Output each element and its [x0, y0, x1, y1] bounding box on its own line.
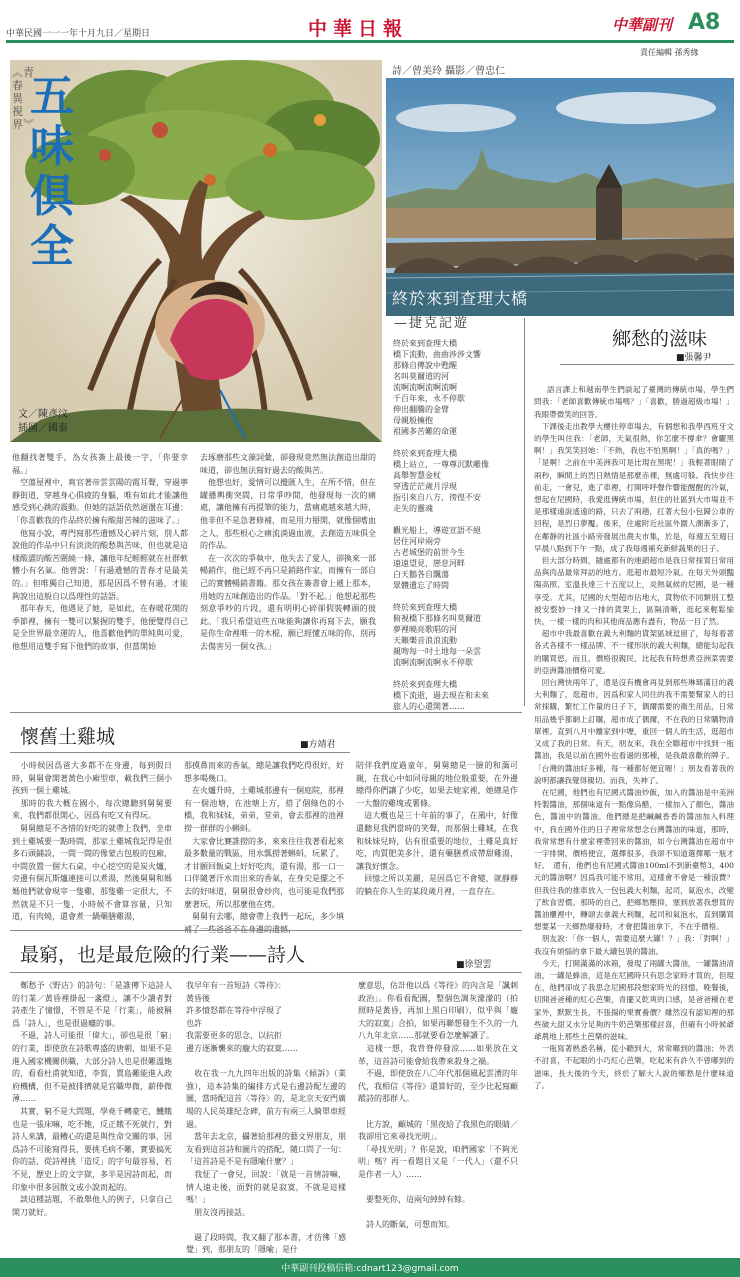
- poem-line: 流啊流啊流啊流啊: [393, 383, 457, 392]
- divider-vertical: [524, 318, 525, 706]
- nostalgia-title: 鄉愁的滋味: [612, 328, 708, 350]
- feature-byline: [18, 408, 68, 436]
- poet-author: ■徐望雲: [456, 960, 492, 970]
- poet-col-3: 麼意思，估計他以爲《等待》的內含是「諷刺政治」。你看看配圖，整個色調灰濛濛的（拍照時是黃昏，再加上黑白印刷），似乎與「龐大的寂寞」合拍，如果再聯想發生不久的一九八九年北京……那就要看怎麼解讀了。 這樣一想，我背脊停發涼……如果放在文革，這首詩可能會給我帶來殺身之禍。 不過，即使放在八〇年代那個風起雲湧的年代，我相信《等待》還算好的，至少比起寫顧蹤詩的那群人。 比方說，顧城的「黑夜給了我黑色的眼睛／我卻用它來尋找光明」。 「尋找光明」？你是說，咱們國家「不夠光明」嗎？再一看題目又是「一代人」（還不只是作者一人）…… 要整死你，這兩句綽綽有餘。 詩人的斷氣，可想而知。: [358, 981, 518, 1230]
- nostalgia-text: 語言課上和越南學生們談起了臺灣的傳統市場，學生們問我：「老師喜歡傳統市場嗎？」「喜歡，勝過超級市場！」我眼帶微笑的回答。 下課後走出教學大樓往停車場去，有個想和我學西班牙文的學生叫住我：「老師，天氣很熱，你怎麼不撐傘？會曬黑啊！」我笑笑回她：「不熱，我也不怕黑啊！」「真的嗎？」「是啊！之前在中美洲我可是比現在黑呢！」我輕著眼睛了兩秒，瞬間上的烈日熱情是那麼赤裸，無處可躲。我快步往前走，一會兒，進了車裡，打開呼呼聲作響能醒醒的冷氣，想起在尼國時，我愛逛傳統市場，但住的社區到大市場並不是那樣遠說遙遠的路，只去了兩趟，扛著大包小包歸公車的回程，是烈日夢魘。後來，住處附近社區外圍人潮漸多了，在鄰靜的社區小路旁發展出農夫市集，於是，每週五至週日早晨八點到下午一點，成了我每週補充新鮮蔬果的日子。 但大部分時間，隨處都有的連鎖超市是我日常採買日常用品與肉品最常拜訪的地方。逛超市最短冷氣。在每天外頭豔陽高照、室溫長達三十五度以上，炎熱氣候的尼國，是一種享受。尤其，尼國的大型超市佔地大，貨物依不同類別工整被安整妙一排又一排的貨架上，區隔清晰，逛起來輕鬆愉快，一樣一樣的肉和其他商品應有盡有，物品一目了然。 超市中我最喜歡在義大利麵的貨架區域逗留了，每每看著各式各樣不一樣品牌、不一樣形狀的義大利麵，總能勾起我的購買慾，而且，價格很親民，比起我有時想煮亞洲菜需要的亞洲醬油價格可愛。 回台灣快兩年了，還是沒有機會再見到那些琳瑯滿目的義大利麵了，逛超市，因爲和家人同住的我不需要幫家人的日常採購，繁忙工作量的日子下，偶爾需要的衛生用品，日常用品幾乎都網上訂購，超市成了偶爾，不在我的日常購物清單裡。直到八月中離家到中壢，重回一個人的生活，逛超市又成了我的日常。有天，朋友來，我在全聯超市中找到一瓶醬油，我是以前在國外也看過的那種，是我最喜歡的牌子。「台灣的醬油好多種，每一種都好便宜喔！」朋友看著我的說明都讓我覺得親切。而我，失神了。 在尼國，他們也有尼國式醬油炒飯，加入的醬油是中美洲特製醬油，那個味道有一點像烏醋，一樣加入了顏色，醬油色，醬油中的醬油。他們總是把鹹鹹香香的醬油加入料理中，我在國外住的日子裡常常想念台灣醬油的味道，那時，我常常想有什麼家裡帶回來的醬油，如今台灣醬油在超市中一字排開，價格便宜，選擇很多，我卻不知道選擇哪一瓶才好。: [534, 385, 735, 871]
- paper-name: 中華日報: [308, 18, 409, 40]
- chicken-rule: [10, 752, 350, 753]
- poem-line: 那條自傳說中甦醒: [393, 361, 457, 370]
- poem-line: 伸出翻騰的金臂: [393, 405, 449, 414]
- poem-line: 橋下流動，曲曲涉涉文響: [393, 350, 481, 359]
- chicken-col-3: 陪伴我們度過童年，舅舅總是一臉的和藹可親，在我心中如同母親的地位般重要，在外邊總得你們讓了少吃，如果去她家裡，她總是作一大盤的雞塊或薯條。 這大概也是三十年前的事了，在風中，好像還聽見我們當時的笑聲，而那個土雞城，在我和妹妹兒時，佔有很重要的地位，土雞是真好吃，肉質肥美多汁，還有藥膳煮成帶甜雞湯，讓我好懷念。 回憶之所以美麗，是因爲它不會變，就靜靜的躺在你人生的某段歲月裡，一直存在。: [356, 761, 518, 896]
- feature-author: 文／陳彥汶: [18, 409, 68, 420]
- poem-line: 流啊流啊流啊永不停歇: [393, 658, 473, 667]
- poem-stanza: [393, 338, 519, 437]
- poem-stanza: [393, 525, 519, 591]
- poem-subtitle: —捷克記遊: [394, 316, 470, 331]
- poem-stanza: [393, 448, 519, 514]
- nostalgia-body: [534, 372, 734, 1248]
- chicken-title: 懷舊土雞城: [20, 726, 116, 748]
- poet-col-2: 我早年有一首短詩《等待》： 黃昏後 許多憤怒都在等待中浮現了 也許 我需要更多的思念，以抗拒 邊方逐漸襲來的龐大的寂寞…… 收在我一九九四年出版的詩集《傾訴》（業強），這本詩集的編排方式是右邊詩配左邊的圖，當時配這首〈等待〉的，是北京天安門廣場的人民英雄紀念碑，前方有兩三人騎單車經過。 當年去北京，攝著給那裡的藝文界朋友，朋友看到這首詩和圖片的搭配，隨口問了一句：「這首詩是不是有隱喻什麼？」 我怔了一會兒，回說：「就是一首情詩嘛，情人遠走後，面對的就是寂寞，不就是這樣嗎！」 朋友沒再接話。 過了段時間，我又翻了那本書，才彷彿「感覺」到，那朋友的「隱喻」是什: [186, 981, 346, 1255]
- poem-line: 高舉智慧金杖: [393, 471, 441, 480]
- publication-date: 中華民國一一一年十月九日／星期日: [6, 29, 151, 39]
- charles-bridge-photo: [386, 78, 734, 316]
- poem-line: 夢裡曉亮歌唱的河: [393, 625, 457, 634]
- editor-credit: 責任編輯 孫秀緣: [640, 48, 699, 57]
- feature-title: 五味俱全: [30, 71, 74, 272]
- poem-line: 名叫莫爾道的河: [393, 372, 449, 381]
- nostalgia-rule: [560, 364, 734, 365]
- poem-line: 祖國多苦難的命運: [393, 427, 457, 436]
- poem-line: 古老城堡的前世今生: [393, 548, 465, 557]
- feature-col-1: 他翻找著雙手，為女孩簽上最後一字，「你要幸福。」 空蕩屋裡中，爽官著帝雲雲陽的霞耳聲，穿過寧靜街道，穿越身心俱疲的身軀，唯有如此才能讓他感受到心跳的震動。但她的話語依然迴盪在耳邊：「你喜歡我的作品終於擁有酸甜苦辣的滋味了。」 他寫小說，專門寫那些遺憾及心碎片刻，別人都說他的作品中只有淡淡的酸愁與苦味，但也就是這樣酸澀的酸苦圍繞一條，讓他年紀輕輕就在社群軟體小有名氣。他曾說：「有過遺憾的青春才是最美的。」但唯獨自己知道，那是因爲不曾有過，才能夠說出這般自以爲理性的話語。 那年春天，他遇見了她，是如此，在春暖花開的季節裡，擁有一雙可以緊握的雙手，他便覺得自己是全世界最幸運的人，他喜歡他們的單純與可愛，他想用這雙手寫下他們的故事，但當開始: [12, 453, 188, 651]
- poem-line: 遠遠望見，戀息河畔: [393, 559, 465, 568]
- poem-line: 天籟樂音浪浪流動: [393, 636, 457, 645]
- divider-horizontal: [10, 930, 522, 931]
- poem-line: 母親般擁抱: [393, 416, 433, 425]
- poem-line: 白天鵝各自飄蕩: [393, 570, 449, 579]
- masthead: [0, 0, 740, 44]
- poem-line: 千百年來，永不停歇: [393, 394, 465, 403]
- poem-line: 終於來到查理大橋: [393, 680, 457, 689]
- poem-line: 觀光船上，導遊宣語不絕: [393, 526, 481, 535]
- footer-submission-email: 中華副刊投稿信箱:cdnart123@gmail.com: [281, 1264, 459, 1274]
- poem-line: 親吻每一吋土地每一朵雲: [393, 647, 481, 656]
- chicken-col-1: 小時候因爲爸大多都不在身邊，每到假日時，舅舅會開著黃色小廂型車，載我們三個小孩到一個土雞城。 那時的我大概在國小，每次總聽到舅舅要來，我們都很開心，因爲有吃又有得玩。 舅舅總是不吝惜的好吃的就帶上我們，坐車到土雞城要一點時間，那家土雞城我記得是很多石頭鋪設，一間一間的像蒙古包般的包廂，中間放置一個大石桌，中心挖空的是炭火爐，旁邊有個瓦斯爐連接可以煮湯，然後舅舅和媽媽他們就會現宰一隻雞，那隻雞一定很大，不然就是不只一隻，小時候不會算容量，只知道，有肉燒，還會煮一鍋藥膳雞湯，: [12, 761, 172, 922]
- poem-credit: 詩／曾美玲 攝影／曾忠仁: [392, 66, 506, 77]
- feature-col-2: 去琢磨那些文藻詞彙，卻發現竟然無法創造出甜的味道，卻也無法寫好過去的酸與苦。 他想也好，愛情可以攪匯人生，在所不惜，但在罐播輿衝突間，日常爭吵間，他發現每一次的痛處，讓他擁有再提筆的能力，當痛處越來越大時，他非但不是急著修補，而是用力掰開，就像個嗜血之人，那些根心之痛流淌過血液，去創造五味俱全的作品。 在一次次的爭執中，他失去了愛人，卻換來一部暢銷作，他已經不再只是銷路作家，而擁有一部自己的實體暢銷書籍。那女孩在簽書會上遞上那本，用她的五味創造出的作品。「對不起。」他想起那些刻意爭吵的片段，還有明明心碎卻假裝轉頭的彼此。「我只希望這些五味能夠讓你再寫下去，願我是你生命裡唯一的木棍，願已經懂五味的你，別再去傷害另一個女孩。」: [200, 453, 376, 651]
- poet-rule: [10, 972, 522, 973]
- poem-line: 橋上站立，一尊尊沉默雕像: [393, 460, 489, 469]
- poem-line: 眾體遺忘了時間: [393, 581, 449, 590]
- nostalgia-text-continued: 還有，他們也有尼國式醬油100ml不到新臺幣3，400元的醬油啊？因爲我可能不常用，這樣會不會是一種浪費？但我往我的推車放入一包包義大利麵，起司，氣泡水，改變了飲食習慣。那時的自己，把鄉愁壓抑，塞到放著我想買的醬油櫃裡中，轉頭去拿義大利麵，起司和氣泡水，直到購買想要某一天鄉愁爆發時，才會把醬油拿下，不在乎價格。 朋友說：「你一個人，需要這麼大罐！？」我：「對啊！」我沒有煩惱的拿下最大罐包裝的醬油。 今天，打開滿滿的冰箱，發現了兩罐大醬油，一罐醬油清油，一罐是蜂油，這是在尼國時只有思念家時才買的，但現在，他們卻成了我思念尼國那段想家時光的回憶，晚餐後，切開爸爸種的紅心芭樂，青擺又乾爽的口感，是爸爸種在老家外，默默生長，不張揚的果實養價？雖然沒有認知裡的那些破大甜又水分足夠的牛奶芭樂那樣討喜，但確有小時候爺爺農地上那些土芭樂的滋味。 一瓶寫著熟悉名稱，從小聽到大，常常嘟到的醬油；外表不討喜，不起眼的小巧紅心芭樂，吃起來有許久不曾嘟到的滋味，長大後的今天，終於了解大人說的鄉愁是什麼味道了。: [534, 861, 734, 1090]
- section-name: 中華副刊: [612, 16, 673, 34]
- poem-line: 俯視橋下那條名叫莫爾道: [393, 614, 481, 623]
- header-rule: [6, 40, 734, 43]
- page-number: A8: [688, 10, 721, 35]
- poem-stanza: [393, 602, 519, 668]
- poem-line: 終於來到查理大橋: [393, 449, 457, 458]
- nostalgia-author: ■張馨尹: [676, 353, 712, 363]
- poem-line: 居住河岸兩旁: [393, 537, 441, 546]
- feature-illustrator: 插圖／國泰: [18, 423, 68, 434]
- poem-line: 指引來自八方，徬徨不安: [393, 493, 481, 502]
- poem-line: 旅人的心還開著……: [393, 702, 465, 711]
- poem-body: [393, 338, 519, 723]
- photo-caption: 終於來到查理大橋: [392, 289, 529, 308]
- poem-line: 終於來到查理大橋: [393, 339, 457, 348]
- chicken-author: ■方靖君: [300, 740, 336, 750]
- poem-stanza: [393, 679, 519, 712]
- poet-col-1: 鄭愁予《野店》的詩句：「是誰傳下這詩人的行業／黃昏裡掛起一盞燈」，讓不少讀者對詩產生了憧憬，不管是不是「行業」，能被稱爲「詩人」，也是很過癮的事。 不過，詩人可能很「偉大」，卻也是很「窮」的行業，即使放在詩歌專盛的唐朝，如果不是進入國家機關供職，大部分詩人也是很難溫飽的，看看杜甫就知道，李賀，賈島難能進入政府機構，但不是被排擠就是官職卑微，薪俸微薄…… 其實，窮不是大問題，學堯千轉豪宅，饑餓也是一張床嘛，吃不飽，反正餓不死就行，對詩人來講，最糟心的還是與性命交關的事，因爲詩不可能寫得長，要挑毛病不難，實要搞死你的話，從詩裡挑「造反」的字句最容易，若不見，歷史上的文字獄，多半是因詩而起，而印象中很多因散文或小說而起的。 談這種話題，不敢舉他人的例子，只拿自己開刀就好。: [12, 981, 172, 1217]
- chicken-col-2: 那摸鼻而來的香氣，總是讓我們吃得很好，好想多喝幾口。 在火爐升時，土雞城那邊有一個庭院，那裡有一個池塘，在池塘上方，搭了個綠色的小橋，我和妹妹，弟弟，堂弟，會去那裡的池裡撈一群群的小蝌蚪。 大家會比賽誰撈的多，來來往往我著看起來最多數量的戰區，用水瓢撈著蝌蚪，玩累了，才甘願回飯桌上好好吃肉，還有湯，那一口一口伴隨著汗水而出來的香氣，在身尖是擺之不去的好味道，舅舅很會炒肉，也可能是我們那麼著玩，所以那麼他在烤。 舅舅有去哪，總會帶上我們一起玩，多少填: [184, 761, 344, 922]
- poem-line: 穿透茫茫歲月浮現: [393, 482, 457, 491]
- series-label: ︽青春異視界︾: [12, 66, 34, 131]
- poem-line: 橋下流逝，過去現在和未來: [393, 691, 489, 700]
- poet-title: 最窮，也是最危險的行業——詩人: [20, 944, 306, 966]
- divider-horizontal: [10, 712, 522, 713]
- poem-line: 走失的靈魂: [393, 504, 433, 513]
- poem-line: 終於來到查理大橋: [393, 603, 457, 612]
